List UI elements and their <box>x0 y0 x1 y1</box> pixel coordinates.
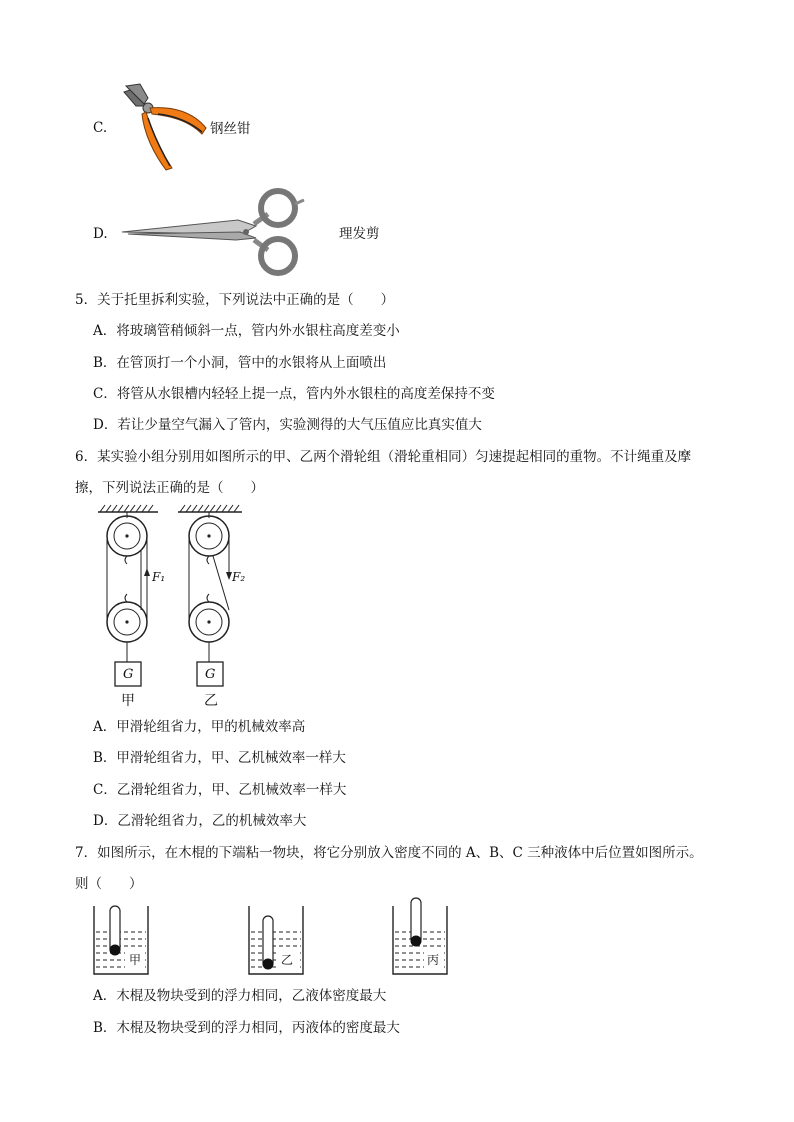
q7-option-a: A．木棍及物块受到的浮力相同，乙液体密度最大 <box>93 988 387 1004</box>
beaker-label-bing: 丙 <box>427 953 440 967</box>
q5-stem: 5．关于托里拆利实验，下列说法中正确的是（ ） <box>75 292 395 308</box>
q5-option-c: C．将管从水银槽内轻轻上提一点，管内外水银柱的高度差保持不变 <box>93 386 495 402</box>
weight-g-left: G <box>123 667 134 682</box>
beaker-label-yi: 乙 <box>281 953 294 967</box>
pulley-label-jia: 甲 <box>121 693 135 709</box>
force-f2-label: F₂ <box>232 570 246 584</box>
option-d-letter: D. <box>93 226 108 242</box>
pliers-image <box>118 82 208 172</box>
force-f1-label: F₁ <box>152 570 166 584</box>
q6-option-b: B．甲滑轮组省力，甲、乙机械效率一样大 <box>93 750 346 766</box>
scissors-caption: 理发剪 <box>339 226 380 242</box>
pliers-caption: 钢丝钳 <box>210 121 251 137</box>
q6-option-d: D．乙滑轮组省力，乙的机械效率大 <box>93 813 307 829</box>
weight-g-right: G <box>205 667 216 682</box>
q7-stem-line1: 7．如图所示，在木棍的下端粘一物块，将它分别放入密度不同的 A、B、C 三种液体中后位置如图所示。 <box>75 845 703 861</box>
beaker-label-jia: 甲 <box>129 953 142 967</box>
q5-option-a: A．将玻璃管稍倾斜一点，管内外水银柱高度差变小 <box>93 323 400 339</box>
q6-option-c: C．乙滑轮组省力，甲、乙机械效率一样大 <box>93 782 347 798</box>
beaker-jia <box>93 904 151 976</box>
q7-stem-line2: 则（ ） <box>75 876 143 892</box>
q6-stem-line1: 6．某实验小组分别用如图所示的甲、乙两个滑轮组（滑轮重相同）匀速提起相同的重物。不计绳重及摩 <box>75 449 692 465</box>
q6-option-a: A．甲滑轮组省力，甲的机械效率高 <box>93 719 306 735</box>
scissors-image <box>118 186 318 278</box>
q5-option-d: D．若让少量空气漏入了管内，实验测得的大气压值应比真实值大 <box>93 417 482 433</box>
q6-stem-line2: 擦，下列说法正确的是（ ） <box>75 480 264 496</box>
q5-option-b: B．在管顶打一个小洞，管中的水银将从上面喷出 <box>93 355 387 371</box>
q7-option-b: B．木棍及物块受到的浮力相同，丙液体的密度最大 <box>93 1020 400 1036</box>
pulley-label-yi: 乙 <box>204 693 218 709</box>
beaker-yi <box>248 904 306 976</box>
option-c-letter: C. <box>93 120 108 136</box>
pulley-figure <box>90 500 260 710</box>
beaker-bing <box>392 904 450 976</box>
